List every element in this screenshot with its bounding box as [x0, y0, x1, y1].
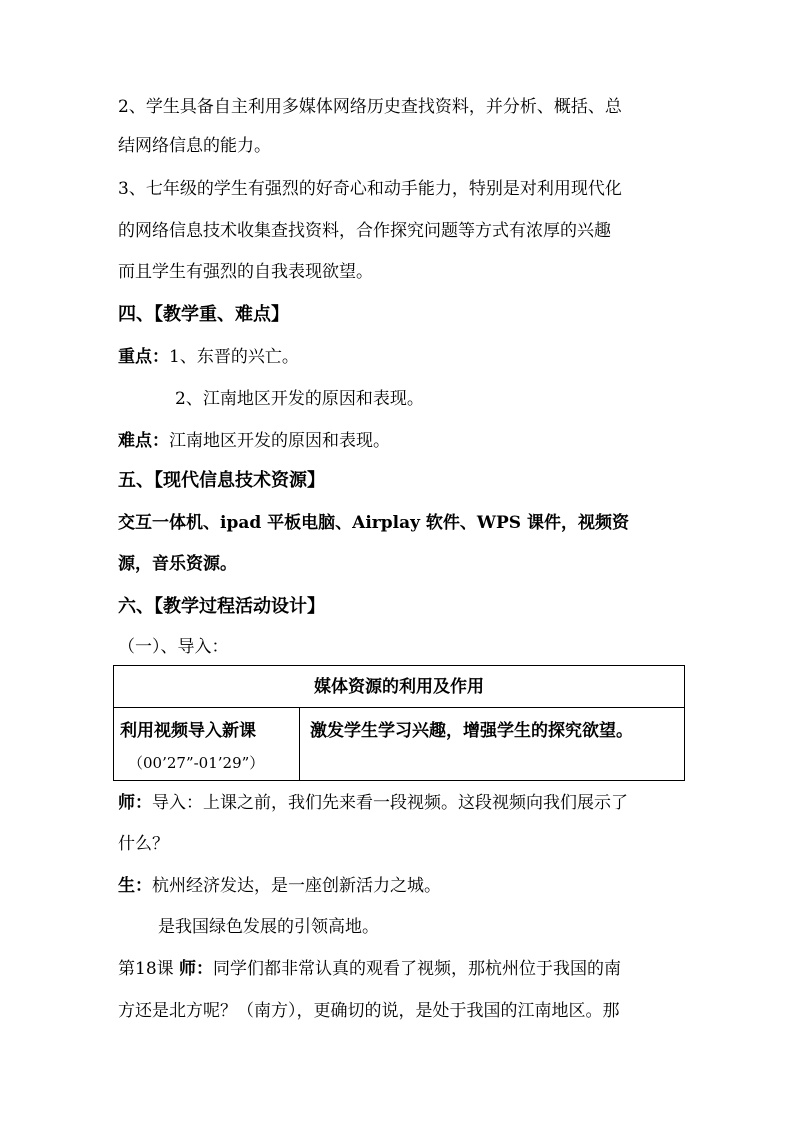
teacher-text-cont: 方还是北方呢？（南方），更确切的说，是处于我国的江南地区。那 [118, 1001, 620, 1021]
difficult-point-line [118, 430, 390, 452]
paragraph-line: 2、学生具备自主利用多媒体网络历史查找资料，并分析、概括、总 [118, 97, 622, 117]
cell-purpose-text: 激发学生学习兴趣，增强学生的探究欲望。 [310, 721, 633, 741]
teacher-line [118, 792, 628, 814]
section-heading-process: 六、【教学过程活动设计】 [118, 596, 325, 617]
subsection-intro: （一）、导入： [118, 637, 229, 657]
student-label: 生： [118, 876, 152, 896]
teacher-label: 师： [179, 959, 214, 979]
lesson-prefix: 第18课 [118, 959, 174, 979]
paragraph-line: 的网络信息技术收集查找资料，合作探究问题等方式有浓厚的兴趣 [118, 221, 611, 241]
difficult-text: 江南地区开发的原因和表现。 [169, 431, 390, 451]
key-point-line [118, 346, 299, 368]
teacher-text: 导入：上课之前，我们先来看一段视频。这段视频向我们展示了 [152, 793, 628, 813]
key-label: 重点： [118, 347, 169, 367]
resources-line: 源，音乐资源。 [118, 554, 237, 574]
table-cell-purpose [300, 708, 684, 780]
media-resource-table [113, 665, 685, 781]
paragraph-line: 而且学生有强烈的自我表现欲望。 [118, 262, 373, 282]
teacher-line-2 [118, 958, 621, 980]
paragraph-line: 3、七年级的学生有强烈的好奇心和动手能力，特别是对利用现代化 [118, 179, 622, 199]
resources-line: 交互一体机、ipad 平板电脑、Airplay 软件、WPS 课件，视频资 [118, 513, 629, 533]
teacher-text-cont: 什么？ [118, 834, 169, 854]
student-text-cont: 是我国绿色发展的引领高地。 [158, 917, 379, 937]
teacher-label: 师： [118, 793, 152, 813]
cell-method-text: 利用视频导入新课 [120, 721, 256, 741]
cell-time-range: （00’27”-01’29”） [128, 754, 265, 772]
paragraph-line: 结网络信息的能力。 [118, 136, 271, 156]
student-line [118, 875, 441, 897]
key-item-1: 1、东晋的兴亡。 [169, 347, 299, 367]
section-heading-resources: 五、【现代信息技术资源】 [118, 470, 325, 491]
student-text: 杭州经济发达，是一座创新活力之城。 [152, 876, 441, 896]
key-item-2: 2、江南地区开发的原因和表现。 [175, 389, 424, 409]
table-header: 媒体资源的利用及作用 [114, 666, 684, 708]
table-cell-method [114, 708, 300, 780]
difficult-label: 难点： [118, 431, 169, 451]
teacher-text: 同学们都非常认真的观看了视频，那杭州位于我国的南 [213, 959, 622, 979]
section-heading-key-points: 四、【教学重、难点】 [118, 304, 289, 325]
